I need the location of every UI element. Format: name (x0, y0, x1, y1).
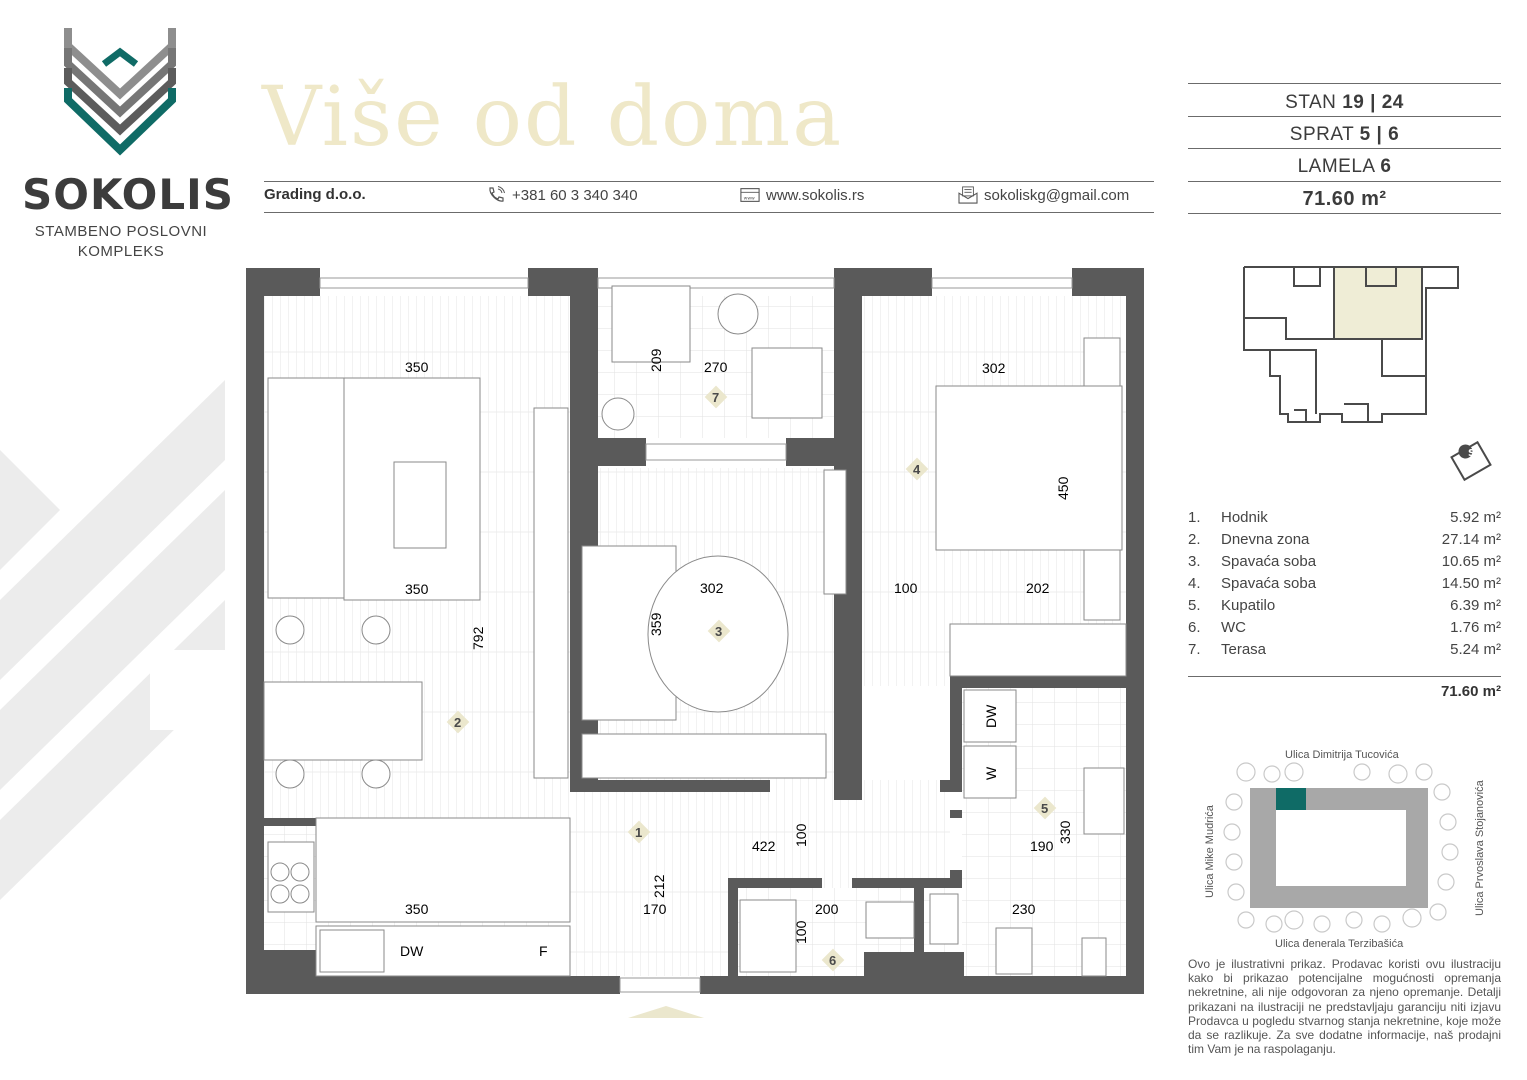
stan-row (1188, 92, 1501, 114)
total-rule (1188, 676, 1501, 677)
company-name (264, 186, 366, 203)
dim-bedroom3-width: 302 (700, 580, 724, 596)
room-name: WC (1221, 619, 1246, 636)
room-area: 14.50 m² (1441, 575, 1501, 592)
total-area: 71.60 m² (1440, 683, 1501, 700)
unit-area: 71.60 m² (1302, 188, 1387, 210)
dim-wc-depth: 100 (793, 920, 809, 944)
dim-bedroom4-width: 302 (982, 360, 1006, 376)
dim-terrace-depth: 209 (648, 348, 664, 372)
bath-dishwasher-label: DW (983, 704, 999, 728)
website-url: www.sokolis.rs (766, 186, 865, 204)
street-right: Ulica Prvoslava Stojanovića (1474, 780, 1486, 916)
brand-subtitle-line2: KOMPLEKS (77, 243, 165, 260)
stan-value: 19 | 24 (1342, 92, 1404, 113)
room-number: 4. (1188, 575, 1201, 592)
svg-text:1: 1 (635, 825, 643, 840)
company-name-text: Grading d.o.o. (264, 186, 366, 203)
street-top: Ulica Dimitrija Tucovića (1285, 749, 1399, 761)
sokolis-logo-mark (62, 24, 178, 158)
washer-label: W (983, 766, 999, 780)
svg-text:5: 5 (1041, 801, 1049, 816)
dim-living-top: 350 (405, 359, 429, 375)
sprat-value: 5 | 6 (1359, 124, 1400, 145)
info-rule-4 (1188, 181, 1501, 182)
disclaimer-text: Ovo je ilustrativni prikaz. Prodavac koristi ovu ilustraciju kako bi prikazao potencijalne mogućnosti opremanja nekretnine, ali nije odgovoran za njeno opremanje. Detalji prikazani na ilustraciji ne predstavljaju garanciju niti izjavu Prodavca u pogledu stvarnog stanja nekretnine, koje može da se razlikuje. Za sve dodatne informacije, naš prodajni tim Vam je na raspolaganju. (1188, 957, 1501, 1057)
floor-plan (240, 262, 1152, 1022)
header-rule-bottom (264, 212, 1154, 213)
phone-number: +381 60 3 340 340 (512, 186, 638, 204)
lamela-label: LAMELA (1297, 156, 1375, 177)
contact-email[interactable] (958, 186, 1129, 204)
dim-hall-depth: 100 (793, 823, 809, 847)
room-area: 1.76 m² (1450, 619, 1501, 636)
room-row (1188, 553, 1501, 575)
room-area: 27.14 m² (1441, 531, 1501, 548)
brand-subtitle-line1: STAMBENO POSLOVNI (34, 223, 208, 240)
building-key-plan (1240, 264, 1462, 424)
brand-name: SOKOLIS (22, 170, 234, 219)
info-rule-1 (1188, 83, 1501, 84)
sprat-label: SPRAT (1289, 124, 1354, 145)
dim-bedroom4-depth: 450 (1055, 476, 1071, 500)
svg-text:7: 7 (712, 390, 720, 405)
contact-phone[interactable] (486, 186, 638, 204)
room-name: Terasa (1221, 641, 1267, 658)
room-row (1188, 531, 1501, 553)
compass-icon (1448, 440, 1494, 482)
decorative-chevron-pattern (0, 350, 225, 910)
lamela-value: 6 (1380, 156, 1392, 177)
svg-text:4: 4 (913, 462, 921, 477)
room-number: 5. (1188, 597, 1201, 614)
room-name: Spavaća soba (1221, 553, 1317, 570)
location-map (1222, 762, 1470, 938)
stan-label: STAN (1285, 92, 1337, 113)
room-row (1188, 619, 1501, 641)
entrance-arrow-icon (628, 1006, 704, 1018)
dim-living-length: 792 (470, 626, 486, 650)
svg-text:2: 2 (454, 715, 462, 730)
room-name: Kupatilo (1221, 597, 1276, 614)
email-address: sokoliskg@gmail.com (984, 186, 1130, 204)
header-rule-top (264, 181, 1154, 182)
room-area: 10.65 m² (1441, 553, 1501, 570)
contact-website[interactable] (740, 186, 864, 204)
room-name: Spavaća soba (1221, 575, 1317, 592)
dim-wc-width: 200 (815, 901, 839, 917)
room-area: 5.92 m² (1450, 509, 1501, 526)
svg-text:6: 6 (829, 953, 837, 968)
mail-icon (958, 186, 978, 204)
sprat-row (1188, 124, 1501, 146)
info-rule-3 (1188, 148, 1501, 149)
room-name: Hodnik (1221, 509, 1268, 526)
compass-letter: S (1468, 448, 1476, 459)
dim-bedroom4-closet-b: 202 (1026, 580, 1050, 596)
street-left: Ulica Mike Mudrića (1204, 805, 1216, 898)
room-row (1188, 575, 1501, 597)
fridge-label: F (539, 943, 548, 959)
dim-bath-width: 190 (1030, 838, 1054, 854)
svg-text:3: 3 (715, 624, 723, 639)
dim-bedroom3-depth: 359 (648, 612, 664, 636)
room-area: 5.24 m² (1450, 641, 1501, 658)
street-bottom: Ulica đenerala Terzibašića (1275, 938, 1404, 950)
dim-bedroom4-closet-a: 100 (894, 580, 918, 596)
dim-hall-entry-depth: 212 (651, 874, 667, 898)
room-name: Dnevna zona (1221, 531, 1310, 548)
dim-hall-width: 422 (752, 838, 776, 854)
tagline: Više od doma (262, 70, 844, 165)
room-area: 6.39 m² (1450, 597, 1501, 614)
lamela-row (1188, 156, 1501, 178)
browser-icon (740, 186, 760, 204)
info-rule-5 (1188, 213, 1501, 214)
room-row (1188, 509, 1501, 531)
dim-bath-depth: 330 (1057, 820, 1073, 844)
dishwasher-label: DW (400, 943, 424, 959)
room-row (1188, 597, 1501, 619)
dim-bath-bottom: 230 (1012, 901, 1036, 917)
phone-icon (486, 186, 506, 204)
room-number: 6. (1188, 619, 1201, 636)
room-number: 7. (1188, 641, 1201, 658)
brand-subtitle (18, 222, 224, 262)
room-number: 3. (1188, 553, 1201, 570)
dim-living-mid: 350 (405, 581, 429, 597)
room-number: 2. (1188, 531, 1201, 548)
info-rule-2 (1188, 116, 1501, 117)
room-row (1188, 641, 1501, 663)
room-number: 1. (1188, 509, 1201, 526)
dim-kitchen: 350 (405, 901, 429, 917)
dim-terrace-width: 270 (704, 359, 728, 375)
dim-hall-entry-width: 170 (643, 901, 667, 917)
svg-text:www: www (743, 196, 755, 202)
